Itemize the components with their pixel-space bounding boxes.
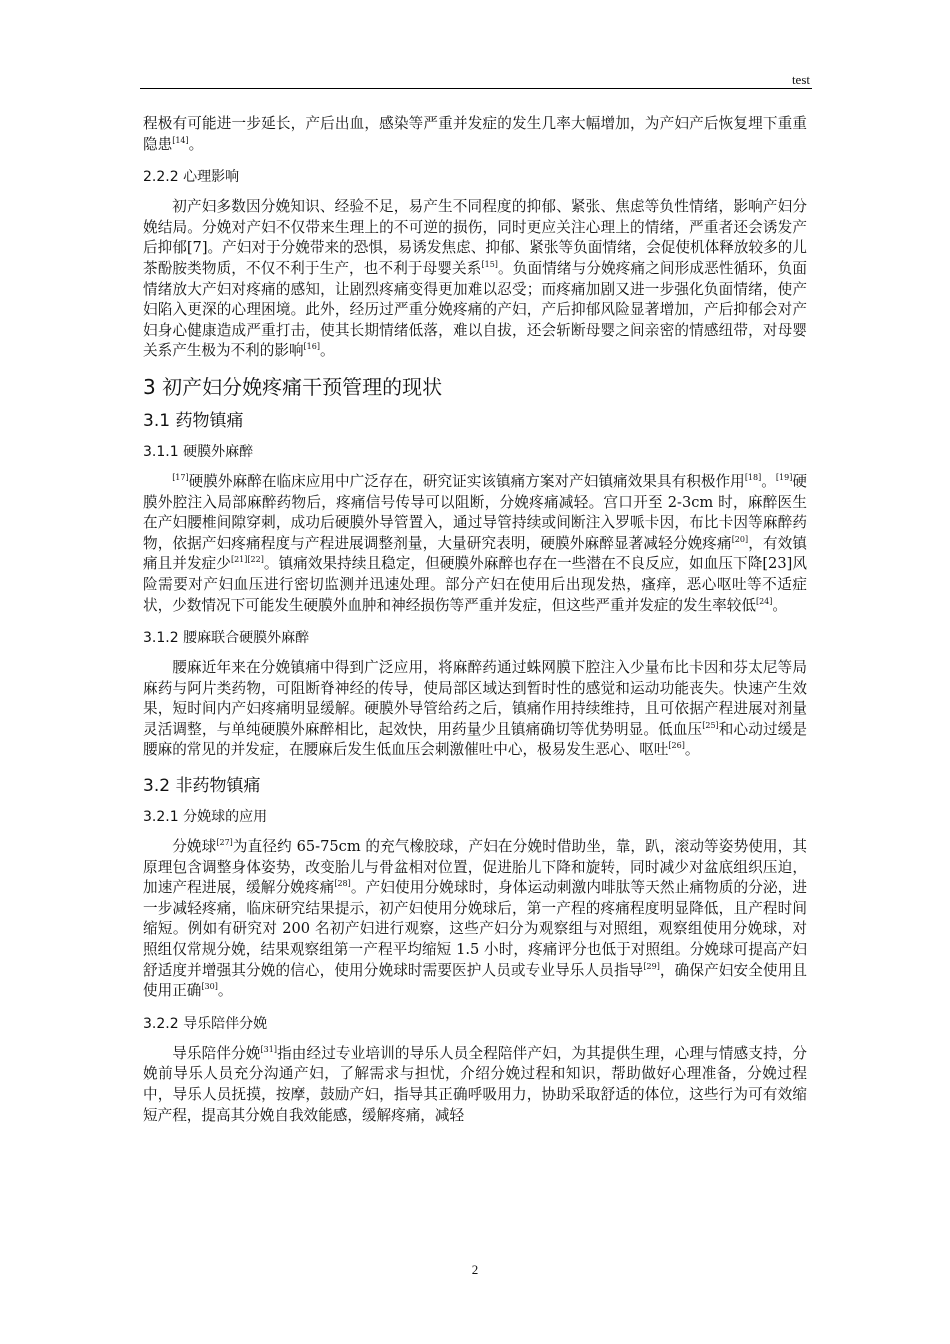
text-run: ，有效镇痛且并发症少	[143, 534, 807, 573]
text-run: 指由经过专业培训的导乐人员全程陪伴产妇，为其提供生理，心理与情感支持，分娩前导乐人员充分沟通产妇，了解需求与担忧，介绍分娩过程和知识，帮助做好心理准备，分娩过程中，导乐人员抚摸，按摩，鼓励产妇，指导其正确呼吸用力，协助采取舒适的体位，这些行为可有效缩短产程，提高其分娩自我效能感，缓解疼痛，减轻	[143, 1044, 807, 1124]
heading-2-2-2: 2.2.2 心理影响	[143, 169, 240, 186]
citation: [26]	[668, 741, 685, 751]
paragraph-psychological-impact	[143, 197, 807, 362]
citation: [28]	[334, 879, 351, 889]
citation: [14]	[172, 135, 189, 145]
heading-section-3: 3 初产妇分娩疼痛干预管理的现状	[143, 374, 443, 399]
text-run: 。	[684, 741, 700, 759]
page-body	[143, 114, 807, 1126]
running-header: test	[791, 72, 810, 87]
citation: [20]	[731, 534, 749, 544]
heading-3-2: 3.2 非药物镇痛	[143, 776, 261, 797]
citation: [21][22]	[230, 555, 264, 565]
paragraph-continuation	[143, 114, 807, 155]
text-run: 硬膜外麻醉在临床应用中广泛存在，研究证实该镇痛方案对产妇镇痛效果具有积极作用	[188, 472, 745, 490]
citation: [31]	[260, 1044, 277, 1054]
text-run: 。产妇使用分娩球时，身体运动刺激内啡肽等天然止痛物质的分泌，进一步减轻疼痛，临床研究结果提示，初产妇使用分娩球后，第一产程的疼痛程度明显降低，且产程时间缩短。例如有研究对 200 名初产妇进行观察，这些产妇分为观察组与对照组，观察组使用分娩球，对照组仅常规分娩，结果观察组第一产程平均缩短 1.5 小时，疼痛评分也低于对照组。分娩球可提高产妇舒适度并增强其分娩的信心，使用分娩球时需要医护人员或专业导乐人员指导	[143, 879, 807, 979]
heading-3-2-2: 3.2.2 导乐陪伴分娩	[143, 1015, 268, 1032]
text-run: 程极有可能进一步延长，产后出血，感染等严重并发症的发生几率大幅增加，为产妇产后恢复埋下重重隐患	[143, 115, 807, 153]
text-run: 导乐陪伴分娩	[172, 1044, 261, 1062]
citation: [30]	[201, 982, 218, 992]
text-run: 。	[188, 135, 204, 153]
paragraph-birth-ball	[143, 837, 807, 1002]
paragraph-doula	[143, 1044, 807, 1126]
text-run: 分娩球	[172, 838, 217, 856]
heading-3-1-2: 3.1.2 腰麻联合硬膜外麻醉	[143, 630, 310, 647]
paragraph-epidural	[143, 472, 807, 616]
citation: [27]	[216, 838, 233, 848]
page-number: 2	[471, 1262, 479, 1277]
citation: [24]	[755, 596, 773, 606]
text-run: 硬膜外腔注入局部麻醉药物后，疼痛信号传导可以阻断，分娩疼痛减轻。宫口开至 2-3cm 时，麻醉医生在产妇腰椎间隙穿刺，成功后硬膜外导管置入，通过导管持续或间断注入罗哌卡因，布比卡因等麻醉药物，依据产妇疼痛程度与产程进展调整剂量，大量研究表明，硬膜外麻醉显著减轻分娩疼痛	[143, 472, 807, 552]
text-run: 。	[319, 342, 335, 360]
text-run: 和心动过缓是腰麻的常见的并发症，在腰麻后发生低血压会刺激催吐中心，极易发生恶心、呕吐	[143, 720, 807, 759]
paragraph-cse	[143, 658, 807, 761]
text-run: 腰麻近年来在分娩镇痛中得到广泛应用，将麻醉药通过蛛网膜下腔注入少量布比卡因和芬太尼等局麻药与阿片类药物，可阻断脊神经的传导，使局部区域达到暂时性的感觉和运动功能丧失。快速产生效果，短时间内产妇疼痛明显缓解。硬膜外导管给药之后，镇痛作用持续维持，且可依据产程进展对剂量灵活调整，与单纯硬膜外麻醉相比，起效快，用药量少且镇痛确切等优势明显。低血压	[143, 659, 807, 738]
text-run: 。	[217, 982, 233, 1000]
text-run: 为直径约 65-75cm 的充气橡胶球，产妇在分娩时借助坐，靠，趴，滚动等姿势使用，其原理包含调整身体姿势，改变胎儿与骨盆相对位置，促进胎儿下降和旋转，同时减少对盆底组织压迫，加速产程进展，缓解分娩疼痛	[143, 838, 807, 897]
heading-3-1-1: 3.1.1 硬膜外麻醉	[143, 443, 254, 460]
text-run: 。	[761, 472, 776, 490]
header-rule	[140, 88, 812, 89]
citation: [17]	[172, 472, 189, 482]
text-run: 。	[772, 596, 787, 614]
citation: [25]	[702, 720, 719, 730]
text-run: ，确保产妇安全使用且使用正确	[143, 961, 807, 1000]
text-run: 。负面情绪与分娩疼痛之间形成恶性循环，负面情绪放大产妇对疼痛的感知，让剧烈疼痛变得更加难以忍受；而疼痛加剧又进一步强化负面情绪，使产妇陷入更深的心理困境。此外，经历过严重分娩疼痛的产妇，产后抑郁风险显著增加，产后抑郁会对产妇身心健康造成严重打击，使其长期情绪低落，难以自拔，还会斩断母婴之间亲密的情感纽带，对母婴关系产生极为不利的影响	[143, 259, 807, 360]
text-run: 。镇痛效果持续且稳定，但硬膜外麻醉也存在一些潜在不良反应，如血压下降[23]风险需要对产妇血压进行密切监测并迅速处理。部分产妇在使用后出现发热，瘙痒，恶心呕吐等不适症状，少数情况下可能发生硬膜外血肿和神经损伤等严重并发症，但这些严重并发症的发生率较低	[143, 555, 807, 614]
heading-3-1: 3.1 药物镇痛	[143, 410, 244, 431]
citation: [16]	[303, 342, 320, 352]
heading-3-2-1: 3.2.1 分娩球的应用	[143, 809, 268, 826]
citation: [15]	[481, 259, 498, 269]
citation: [29]	[643, 961, 660, 971]
text-run: 初产妇多数因分娩知识、经验不足，易产生不同程度的抑郁、紧张、焦虑等负性情绪，影响产妇分娩结局。分娩对产妇不仅带来生理上的不可逆的损伤，同时更应关注心理上的情绪，严重者还会诱发产后抑郁[7]。产妇对于分娩带来的恐惧，易诱发焦虑、抑郁、紧张等负面情绪，会促使机体释放较多的儿茶酚胺类物质，不仅不利于生产，也不利于母婴关系	[143, 198, 807, 277]
citation: [19]	[775, 472, 793, 482]
citation: [18]	[744, 472, 762, 482]
